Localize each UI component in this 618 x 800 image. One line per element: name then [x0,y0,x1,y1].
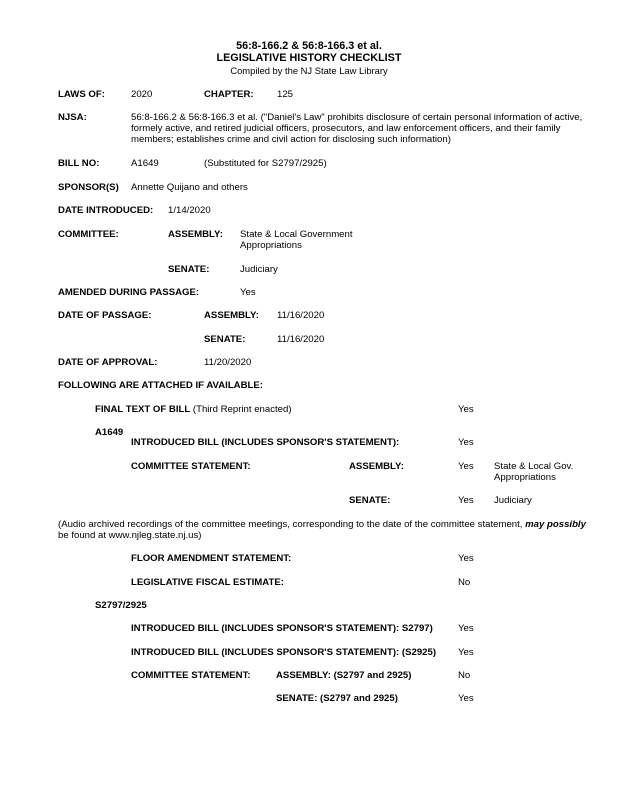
amended-label: AMENDED DURING PASSAGE: [58,287,200,298]
a1649-committee-statement-label: COMMITTEE STATEMENT: [131,461,251,472]
njsa-line-3: members; establishes crime and civil action for disclosing such information) [131,134,451,145]
s2797-heading: S2797/2925 [95,600,147,611]
bill-no-label: BILL NO: [58,158,100,169]
compiled-by: Compiled by the NJ State Law Library [230,65,388,76]
a1649-cs-senate-value: Yes [458,495,474,506]
s2797-cs-assembly-label: ASSEMBLY: (S2797 and 2925) [276,670,412,681]
date-introduced-label: DATE INTRODUCED: [58,205,154,216]
s2797-committee-statement-label: COMMITTEE STATEMENT: [131,670,251,681]
audio-note-line-2: be found at www.njleg.state.nj.us) [58,530,202,541]
date-introduced-value: 1/14/2020 [168,205,211,216]
fiscal-estimate-value: No [458,577,471,588]
s2797-cs-senate-label: SENATE: (S2797 and 2925) [276,693,398,704]
date-of-approval-value: 11/20/2020 [204,357,252,368]
s2797-introduced-label: INTRODUCED BILL (INCLUDES SPONSOR'S STATEMENT): S2797) [131,623,433,634]
s2925-introduced-label: INTRODUCED BILL (INCLUDES SPONSOR'S STATEMENT): (S2925) [131,647,437,658]
committee-assembly-label: ASSEMBLY: [168,229,223,240]
a1649-cs-assembly-value: Yes [458,461,474,472]
audio-note-emphasis: may possibly [525,519,586,530]
fiscal-estimate-label: LEGISLATIVE FISCAL ESTIMATE: [131,577,284,588]
amended-value: Yes [240,287,256,298]
committee-senate-value: Judiciary [240,264,278,275]
njsa-label: NJSA: [58,112,87,123]
sponsors-value: Annette Quijano and others [131,182,248,193]
bill-substitution-note: (Substituted for S2797/2925) [204,158,327,169]
njsa-line-1: 56:8-166.2 & 56:8-166.3 et al. ("Daniel's Law" prohibits disclosure of certain personal information of active, [131,112,583,123]
a1649-cs-senate-label: SENATE: [349,495,391,506]
a1649-cs-assembly-committee-2: Appropriations [494,472,556,483]
passage-senate-value: 11/16/2020 [277,334,325,345]
laws-of-value: 2020 [131,89,153,100]
s2797-cs-senate-value: Yes [458,693,474,704]
passage-assembly-value: 11/16/2020 [277,310,325,321]
passage-senate-label: SENATE: [204,334,246,345]
floor-amendment-value: Yes [458,553,474,564]
document-title: 56:8-166.2 & 56:8-166.3 et al. [236,40,382,52]
final-text-row [95,404,292,416]
date-of-approval-label: DATE OF APPROVAL: [58,357,158,368]
laws-of-label: LAWS OF: [58,89,105,100]
committee-assembly-line-2: Appropriations [240,240,302,251]
a1649-introduced-label: INTRODUCED BILL (INCLUDES SPONSOR'S STATEMENT): [131,437,400,448]
committee-label: COMMITTEE: [58,229,119,240]
a1649-cs-senate-committee: Judiciary [494,495,532,506]
committee-assembly-line-1: State & Local Government [240,229,353,240]
s2925-introduced-value: Yes [458,647,474,658]
chapter-label: CHAPTER: [204,89,254,100]
attachments-heading: FOLLOWING ARE ATTACHED IF AVAILABLE: [58,380,263,391]
sponsors-label: SPONSOR(S) [58,182,119,193]
njsa-line-2: formely active, and retired judicial officers, prosecutors, and law enforcement officers, and their family [131,123,561,134]
floor-amendment-label: FLOOR AMENDMENT STATEMENT: [131,553,292,564]
a1649-cs-assembly-label: ASSEMBLY: [349,461,404,472]
s2797-introduced-value: Yes [458,623,474,634]
committee-senate-label: SENATE: [168,264,210,275]
date-of-passage-label: DATE OF PASSAGE: [58,310,152,321]
checklist-heading: LEGISLATIVE HISTORY CHECKLIST [216,52,402,64]
a1649-heading: A1649 [95,427,124,438]
audio-note-text: (Audio archived recordings of the committee meetings, corresponding to the date of the committee statement, [58,519,526,530]
final-text-value: Yes [458,404,474,415]
a1649-cs-assembly-committee-1: State & Local Gov. [494,461,574,472]
s2797-cs-assembly-value: No [458,670,471,681]
final-text-label: FINAL TEXT OF BILL [95,404,191,415]
final-text-note: (Third Reprint enacted) [190,404,292,415]
bill-no-value: A1649 [131,158,159,169]
chapter-value: 125 [277,89,294,100]
a1649-introduced-value: Yes [458,437,474,448]
passage-assembly-label: ASSEMBLY: [204,310,259,321]
